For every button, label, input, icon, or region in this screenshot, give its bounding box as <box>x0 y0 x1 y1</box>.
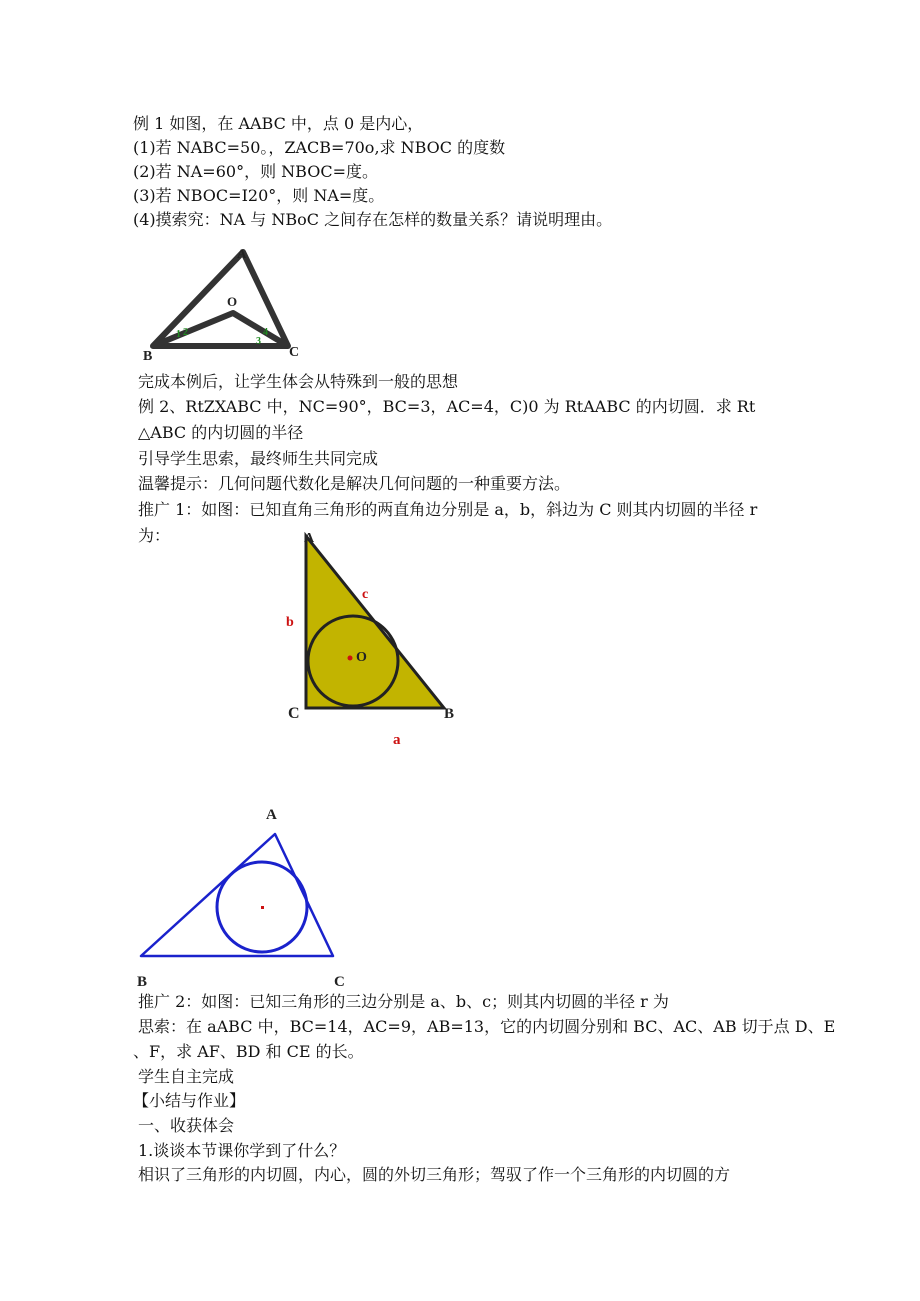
summary-question-1: 1.谈谈本节课你学到了什么？ <box>138 1141 346 1160</box>
angle-2-label: 2 <box>183 327 188 338</box>
incenter-dot <box>348 656 353 661</box>
think-line-1: 思索：在 aABC 中，BC=14，AC=9，AB=13，它的内切圆分别和 BC、AC、AB 切于点 D、E <box>138 1017 836 1036</box>
vertex-a-label: A <box>304 531 315 546</box>
side-b-label: b <box>286 615 294 630</box>
ex1-question-1: (1)若 NABC=50。，ZACB=70o,求 NBOC 的度数 <box>133 138 506 157</box>
figure-right-triangle-incircle <box>280 528 470 746</box>
center-o-label: O <box>356 650 367 665</box>
figure-triangle-incircle <box>132 800 362 995</box>
figure-triangle-incenter <box>138 240 308 365</box>
self-complete: 学生自主完成 <box>138 1067 235 1086</box>
angle-3-label: 3 <box>256 336 261 347</box>
think-line-2: 、F，求 AF、BD 和 CE 的长。 <box>133 1042 364 1061</box>
ex2-line-1: 例 2、RtZXABC 中，NC=90°，BC=3，AC=4，C)0 为 RtAABC 的内切圆．求 Rt <box>138 397 756 416</box>
vertex-c-label: C <box>334 974 345 990</box>
incenter-o-label: O <box>227 294 238 309</box>
after-example-1: 完成本例后，让学生体会从特殊到一般的思想 <box>138 372 459 391</box>
incenter-dot <box>261 906 264 909</box>
summary-section-1: 一、收获体会 <box>138 1116 235 1135</box>
vertex-b-label: B <box>444 706 455 722</box>
side-a-label: a <box>393 732 401 746</box>
tip-text: 温馨提示：几何问题代数化是解决几何问题的一种重要方法。 <box>138 474 571 493</box>
guide-text: 引导学生思索，最终师生共同完成 <box>138 449 379 468</box>
vertex-a-label: A <box>266 807 277 823</box>
extension-2: 推广 2：如图：已知三角形的三边分别是 a、b、c；则其内切圆的半径 r 为 <box>138 992 669 1011</box>
ex1-question-2: (2)若 NA=60°，则 NBOC=度。 <box>133 162 378 181</box>
angle-1-label: 1 <box>176 329 181 340</box>
summary-heading: 【小结与作业】 <box>133 1091 246 1110</box>
vertex-b-label: B <box>137 974 148 990</box>
vertex-c-label: C <box>289 345 300 360</box>
extension-1-line-2: 为： <box>138 526 171 545</box>
side-c-label: c <box>362 587 369 602</box>
extension-1-line-1: 推广 1：如图：已知直角三角形的两直角边分别是 a，b，斜边为 C 则其内切圆的半径 r <box>138 500 758 519</box>
ex1-question-4: (4)摸索究：NA 与 NBoC 之间存在怎样的数量关系？请说明理由。 <box>133 210 613 229</box>
vertex-b-label: B <box>143 349 153 364</box>
ex1-question-3: (3)若 NBOC=I20°，则 NA=度。 <box>133 186 385 205</box>
vertex-c-label: C <box>288 705 300 722</box>
angle-4-label: 4 <box>263 327 268 338</box>
summary-answer-1: 相识了三角形的内切圆，内心，圆的外切三角形；驾驭了作一个三角形的内切圆的方 <box>138 1165 731 1184</box>
ex2-line-2: △ABC 的内切圆的半径 <box>138 423 304 442</box>
vertex-a-label: A <box>237 246 247 261</box>
ex1-title: 例 1 如图，在 AABC 中，点 0 是内心， <box>133 114 424 133</box>
